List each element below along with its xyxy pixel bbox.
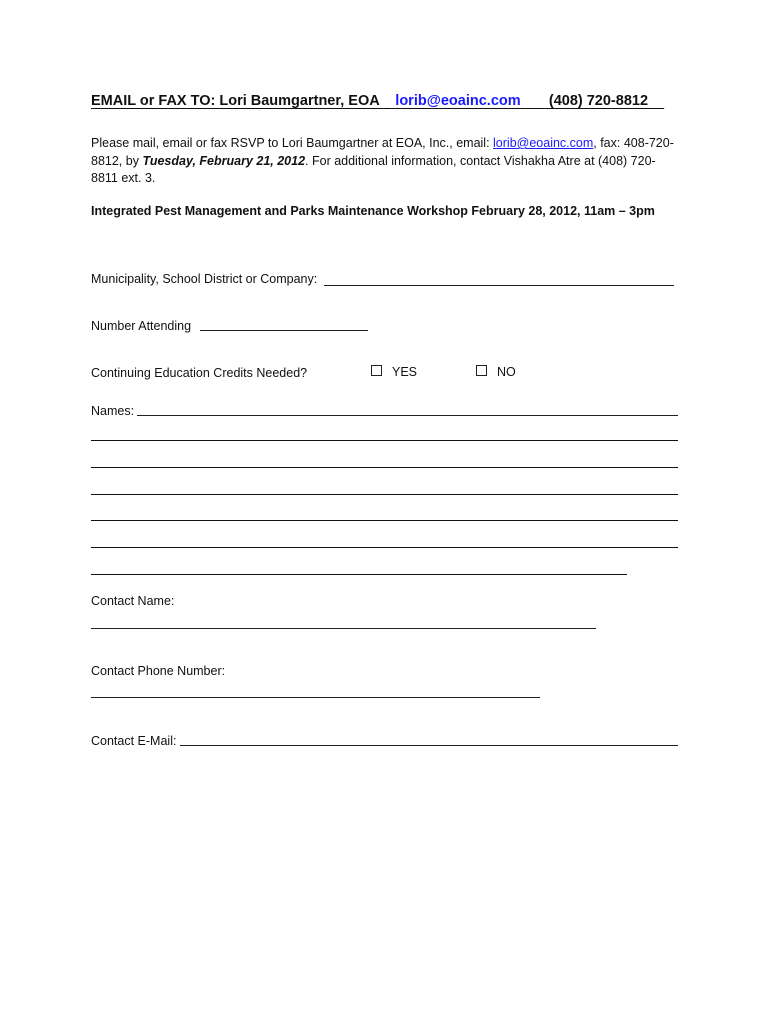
- ce-no-option[interactable]: [476, 365, 516, 379]
- no-label: NO: [497, 365, 516, 379]
- municipality-label: Municipality, School District or Company:: [91, 272, 318, 286]
- names-field-3[interactable]: [91, 467, 678, 468]
- header-prefix: EMAIL or FAX TO: Lori Baumgartner, EOA: [91, 93, 384, 109]
- header-email-link[interactable]: lorib@eoainc.com: [395, 93, 521, 109]
- contact-name-label: Contact Name:: [91, 594, 175, 608]
- contact-email-field[interactable]: [180, 745, 678, 746]
- no-checkbox[interactable]: [476, 365, 487, 376]
- names-field-4[interactable]: [91, 494, 678, 495]
- names-field-1[interactable]: [137, 415, 678, 416]
- ce-credits-label: Continuing Education Credits Needed?: [91, 366, 308, 380]
- recipient-header: [91, 93, 664, 109]
- names-field-7[interactable]: [91, 574, 627, 575]
- contact-phone-label: Contact Phone Number:: [91, 664, 226, 678]
- contact-phone-field[interactable]: [91, 697, 540, 698]
- intro-text-1: Please mail, email or fax RSVP to Lori Baumgartner at EOA, Inc., email:: [91, 136, 494, 150]
- number-attending-label: Number Attending: [91, 319, 192, 333]
- workshop-title: Integrated Pest Management and Parks Maintenance Workshop February 28, 2012, 11am – 3pm: [91, 204, 655, 218]
- names-field-6[interactable]: [91, 547, 678, 548]
- number-attending-field[interactable]: [200, 330, 368, 331]
- intro-text-2: , fax: 408-720-8812, by: [91, 136, 674, 168]
- contact-email-label: Contact E-Mail:: [91, 734, 177, 748]
- intro-email-link[interactable]: lorib@eoainc.com: [493, 136, 594, 150]
- names-label: Names:: [91, 404, 135, 418]
- intro-paragraph: [91, 135, 681, 188]
- header-phone: (408) 720-8812: [548, 93, 649, 109]
- yes-checkbox[interactable]: [371, 365, 382, 376]
- names-field-5[interactable]: [91, 520, 678, 521]
- names-field-2[interactable]: [91, 440, 678, 441]
- ce-yes-option[interactable]: [371, 365, 417, 379]
- contact-name-field[interactable]: [91, 628, 596, 629]
- municipality-field[interactable]: [324, 285, 674, 286]
- intro-text-3: . For additional information, contact Vishakha Atre at (408) 720-8811 ext. 3.: [91, 153, 656, 185]
- yes-label: YES: [392, 365, 418, 379]
- rsvp-deadline: Tuesday, February 21, 2012: [142, 153, 306, 168]
